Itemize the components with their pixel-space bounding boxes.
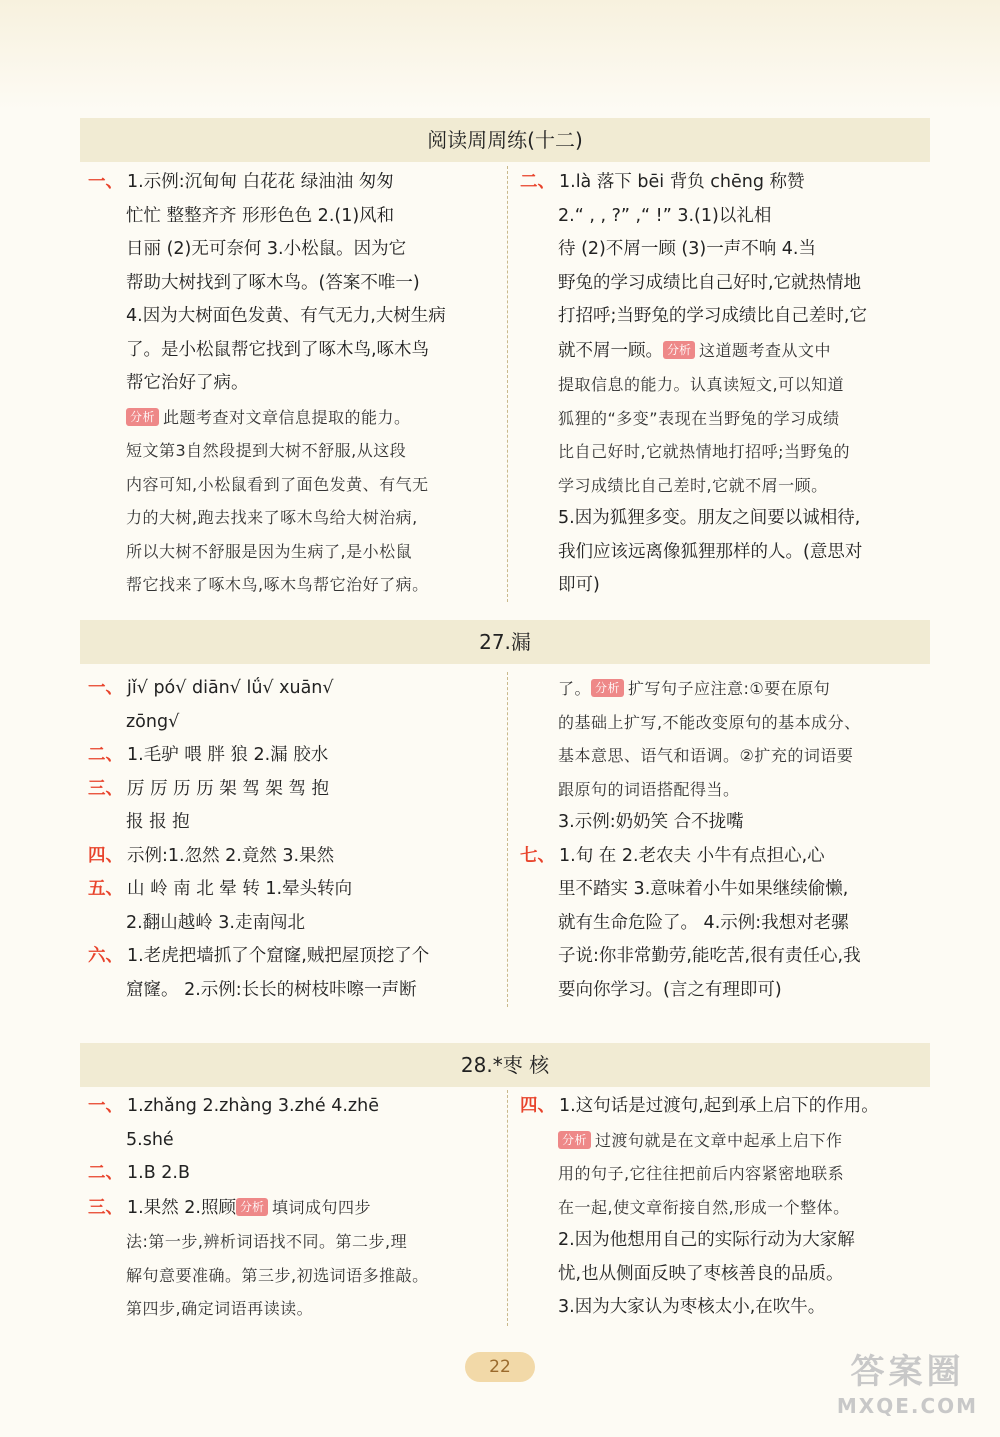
answer-text: 帮它找来了啄木鸟,啄木鸟帮它治好了病。	[126, 575, 429, 594]
answer-text: 内容可知,小松鼠看到了面色发黄、有气无	[126, 474, 429, 494]
answer-text: 示例:1.忽然 2.竟然 3.果然	[127, 845, 335, 866]
answer-text: 打招呼;当野兔的学习成绩比自己差时,它	[558, 306, 867, 326]
question-marker: 七、	[520, 845, 555, 866]
answer-text: 的基础上扩写,不能改变原句的基本成分、	[558, 712, 861, 732]
answer-text: 了。	[558, 679, 592, 698]
answer-text: 1.zhǎng 2.zhàng 3.zhé 4.zhē	[127, 1096, 379, 1116]
answer-text: 用的句子,它往往把前后内容紧密地联系	[558, 1164, 845, 1183]
answer-text: 第四步,确定词语再读读。	[126, 1299, 314, 1318]
answer-line	[88, 334, 499, 368]
answer-line	[88, 267, 499, 301]
answer-line	[520, 706, 930, 740]
answer-text: 待 (2)不屑一顾 (3)一声不响 4.当	[558, 239, 816, 259]
answer-line	[520, 806, 930, 840]
answer-text: 忧,也从侧面反映了枣核善良的品质。	[558, 1263, 844, 1284]
answer-line	[88, 873, 499, 907]
answer-line	[520, 1124, 930, 1158]
answer-text: 学习成绩比自己差时,它就不屑一顾。	[558, 475, 828, 495]
answer-line	[88, 1124, 499, 1158]
answer-text: 3.因为大家认为枣核太小,在吹牛。	[558, 1297, 826, 1317]
answer-text: 法:第一步,辨析词语找不同。第二步,理	[126, 1232, 408, 1251]
analysis-tag: 分析	[591, 679, 624, 697]
answer-text: 1.旬 在 2.老农夫 小牛有点担心,心	[559, 845, 825, 866]
answer-line	[88, 166, 499, 200]
analysis-tag: 分析	[236, 1198, 268, 1216]
answer-line	[520, 739, 930, 773]
answer-line	[88, 706, 499, 740]
section-1-left-column	[88, 166, 508, 602]
answer-line	[520, 1157, 930, 1191]
answer-line	[88, 672, 499, 706]
answer-text: 1.这句话是过渡句,起到承上启下的作用。	[559, 1096, 879, 1116]
question-marker: 一、	[88, 678, 123, 698]
answer-text: 就有生命危险了。 4.示例:我想对老骡	[558, 912, 849, 933]
answer-line	[520, 1191, 930, 1225]
answer-line	[520, 200, 930, 234]
answer-line	[88, 940, 499, 974]
analysis-tag: 分析	[558, 1131, 591, 1149]
answer-text: 过渡句就是在文章中起承上启下作	[595, 1130, 843, 1150]
answer-line	[88, 501, 499, 535]
answer-text: 4.因为大树面色发黄、有气无力,大树生病	[126, 306, 446, 326]
answer-line	[520, 672, 930, 706]
watermark-text: 答案圈	[850, 1352, 965, 1392]
answer-text: 3.示例:奶奶笑 合不拢嘴	[558, 812, 744, 832]
answer-text: 2.因为他想用自己的实际行动为大家解	[558, 1230, 855, 1250]
answer-text: 解句意要准确。第三步,初选词语多推敲。	[126, 1265, 429, 1285]
answer-line	[520, 840, 930, 874]
answer-text: 窟窿。 2.示例:长长的树枝咔嚓一声断	[126, 979, 417, 1000]
watermark-url: MXQE.COM	[836, 1394, 979, 1418]
section-2-left-column	[88, 672, 508, 1007]
answer-line	[520, 502, 930, 536]
answer-text: 此题考查对文章信息提取的能力。	[163, 407, 411, 427]
answer-line	[520, 873, 930, 907]
question-marker: 六、	[88, 946, 123, 966]
answer-text: 2.翻山越岭 3.走南闯北	[126, 912, 305, 933]
answer-text: 了。是小松鼠帮它找到了啄木鸟,啄木鸟	[126, 339, 430, 360]
section-title-2: 27.漏	[80, 620, 930, 664]
answer-line	[520, 402, 930, 436]
answer-text: 子说:你非常勤劳,能吃苦,很有责任心,我	[558, 946, 861, 966]
answer-text: 厉 厉 历 历 架 驾 架 驾 抱	[127, 778, 330, 799]
answer-line	[88, 840, 499, 874]
answer-text: 我们应该远离像狐狸那样的人。(意思对	[558, 541, 863, 562]
question-marker: 二、	[88, 745, 123, 765]
answer-line	[88, 907, 499, 941]
answer-text: 在一起,使文章衔接自然,形成一个整体。	[558, 1197, 850, 1217]
answer-line	[520, 907, 930, 941]
answer-line	[88, 1225, 499, 1259]
answer-text: 5.shé	[126, 1129, 174, 1150]
answer-line	[88, 1090, 499, 1124]
answer-line	[520, 267, 930, 301]
answer-line	[520, 1258, 930, 1292]
answer-line	[88, 806, 499, 840]
analysis-text: 这道题考查从文中	[699, 340, 832, 360]
answer-text: 里不踏实 3.意味着小牛如果继续偷懒,	[558, 879, 849, 899]
section-1-right-column	[520, 166, 930, 603]
answer-line	[520, 974, 930, 1008]
answer-text: 要向你学习。(言之有理即可)	[558, 979, 782, 1000]
answer-line	[520, 469, 930, 503]
answer-text: 日丽 (2)无可奈何 3.小松鼠。因为它	[126, 239, 407, 259]
answer-text: 即可)	[558, 575, 600, 595]
answer-text: 所以大树不舒服是因为生病了,是小松鼠	[126, 541, 413, 561]
page-number: 22	[465, 1352, 535, 1382]
answer-line	[520, 435, 930, 469]
answer-text: 2.“ , , ?” ,“ !” 3.(1)以礼相	[558, 205, 772, 226]
answer-line	[88, 468, 499, 502]
question-marker: 一、	[88, 1096, 123, 1116]
answer-text: 5.因为狐狸多变。朋友之间要以诚相待,	[558, 508, 861, 528]
answer-line	[88, 1157, 499, 1191]
page-header-band	[0, 0, 1000, 110]
answer-text: 1.示例:沉甸甸 白花花 绿油油 匆匆	[127, 172, 394, 192]
question-marker: 二、	[520, 172, 555, 192]
answer-line	[520, 300, 930, 334]
answer-text: 狐狸的“多变”表现在当野兔的学习成绩	[558, 408, 840, 428]
answer-text: 1.là 落下 bēi 背负 chēng 称赞	[559, 172, 805, 192]
section-3-right-column	[520, 1090, 930, 1325]
answer-text: 提取信息的能力。认真读短文,可以知道	[558, 375, 845, 394]
answer-line	[88, 535, 499, 569]
answer-line	[520, 940, 930, 974]
answer-line	[88, 401, 499, 435]
question-marker: 三、	[88, 1197, 123, 1218]
analysis-tag: 分析	[126, 408, 159, 426]
answer-line	[520, 1291, 930, 1325]
answer-text: jǐ√ pó√ diān√ lǘ√ xuān√	[127, 678, 334, 698]
answer-text: 1.果然 2.照顾	[127, 1197, 236, 1218]
answer-text: 力的大树,跑去找来了啄木鸟给大树治病,	[126, 508, 418, 527]
section-title-3: 28.*枣 核	[80, 1043, 930, 1087]
analysis-text: 扩写句子应注意:①要在原句	[628, 679, 831, 698]
answer-line	[88, 1259, 499, 1293]
answer-line	[520, 569, 930, 603]
question-marker: 五、	[88, 879, 123, 899]
answer-text: 1.老虎把墙抓了个窟窿,贼把屋顶挖了个	[127, 946, 430, 966]
answer-line	[520, 1090, 930, 1124]
question-marker: 一、	[88, 172, 123, 192]
answer-text: 忙忙 整整齐齐 形形色色 2.(1)风和	[126, 205, 395, 226]
answer-line	[88, 739, 499, 773]
section-title-1: 阅读周周练(十二)	[80, 118, 930, 162]
answer-line	[520, 166, 930, 200]
answer-line	[88, 300, 499, 334]
answer-line	[88, 974, 499, 1008]
answer-text: zōng√	[126, 711, 180, 732]
answer-text: 野兔的学习成绩比自己好时,它就热情地	[558, 272, 862, 293]
answer-line	[520, 368, 930, 402]
question-marker: 二、	[88, 1163, 123, 1183]
answer-line	[88, 1292, 499, 1326]
answer-text: 1.毛驴 喂 胖 狼 2.漏 胶水	[127, 745, 329, 765]
answer-text: 基本意思、语气和语调。②扩充的词语要	[558, 746, 854, 765]
analysis-tag: 分析	[663, 341, 695, 359]
answer-line	[520, 334, 930, 369]
watermark-logo	[820, 1350, 995, 1430]
answer-text: 就不屑一顾。	[558, 340, 663, 361]
answer-line	[88, 773, 499, 807]
answer-line	[520, 536, 930, 570]
answer-text: 帮它治好了病。	[126, 373, 249, 393]
answer-line	[88, 1191, 499, 1226]
answer-line	[520, 773, 930, 807]
question-marker: 三、	[88, 778, 123, 799]
answer-text: 山 岭 南 北 晕 转 1.晕头转向	[127, 879, 353, 899]
answer-text: 报 报 抱	[126, 812, 190, 832]
analysis-text: 填词成句四步	[271, 1197, 371, 1217]
answer-line	[520, 1224, 930, 1258]
answer-line	[88, 233, 499, 267]
answer-text: 短文第3自然段提到大树不舒服,从这段	[126, 441, 407, 460]
answer-line	[88, 367, 499, 401]
section-2-right-column	[520, 672, 930, 1007]
answer-text: 1.B 2.B	[127, 1163, 190, 1183]
answer-line	[520, 233, 930, 267]
answer-text: 跟原句的词语搭配得当。	[558, 779, 740, 799]
question-marker: 四、	[520, 1096, 555, 1116]
answer-line	[88, 200, 499, 234]
answer-text: 帮助大树找到了啄木鸟。(答案不唯一)	[126, 272, 420, 293]
answer-line	[88, 434, 499, 468]
section-3-left-column	[88, 1090, 508, 1326]
answer-text: 比自己好时,它就热情地打招呼;当野兔的	[558, 442, 850, 461]
question-marker: 四、	[88, 845, 123, 866]
answer-line	[88, 568, 499, 602]
